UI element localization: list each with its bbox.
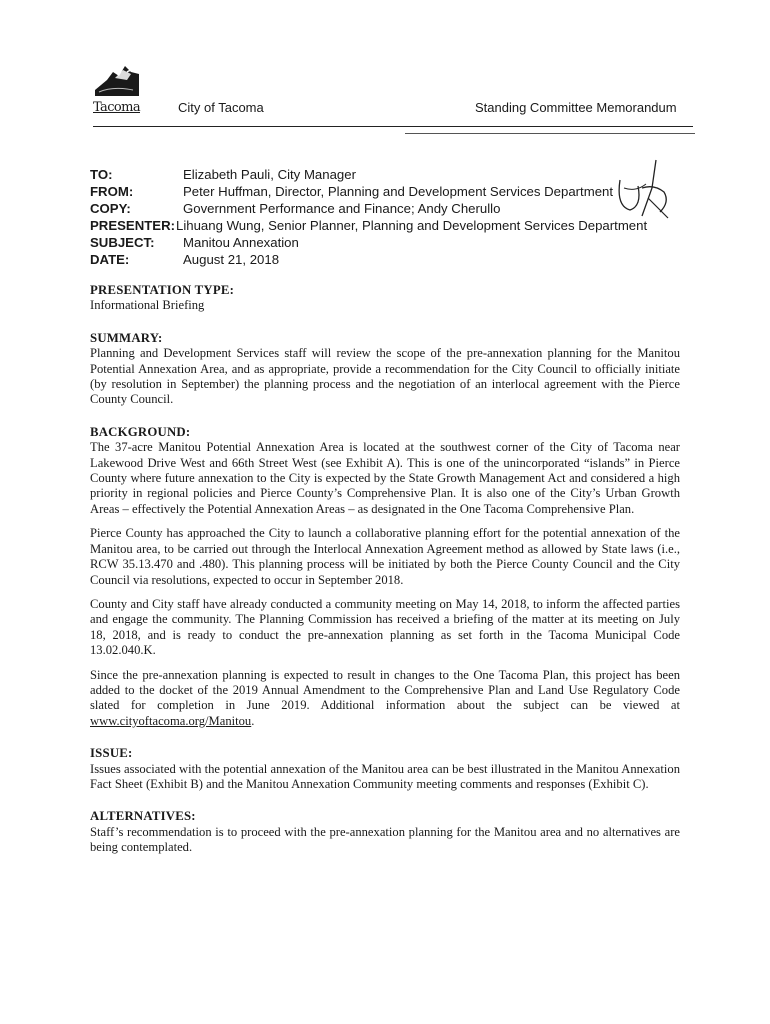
memo-date-row [90, 251, 730, 268]
to-value: Elizabeth Pauli, City Manager [183, 167, 356, 182]
background-paragraph-4-end: . [251, 713, 255, 728]
copy-label: COPY: [90, 201, 131, 216]
header-city: City of Tacoma [178, 100, 264, 115]
summary-heading: SUMMARY: [90, 330, 163, 345]
presentation-type-text: Informational Briefing [90, 298, 205, 313]
summary-text: Planning and Development Services staff will review the scope of the pre-annexation planning for the Manitou Potential Annexation Area, and as appropriate, provide a recommendation for the City Council to officially initiate (by resolution in September) the planning process and the negotiation of an interlocal agreement with the Pierce County Council. [90, 346, 680, 407]
background-heading: BACKGROUND: [90, 424, 191, 439]
logo-wordmark: Tacoma [93, 100, 140, 115]
date-value: August 21, 2018 [183, 252, 280, 267]
background-paragraph-2: Pierce County has approached the City to launch a collaborative planning effort for the potential annexation of the Manitou area, to be carried out through the Interlocal Annexation Agreement method as allowed by State laws (i.e., RCW 35.13.470 and .480). This planning process will be initiated by both the Pierce County Council and the City Council via resolutions, expected to occur in September 2018. [90, 526, 680, 587]
date-label: DATE: [90, 252, 130, 267]
memo-body [90, 283, 680, 856]
header-divider [93, 126, 693, 127]
presenter-label: PRESENTER: [90, 218, 175, 233]
copy-value: Government Performance and Finance; Andy Cherullo [183, 201, 501, 216]
issue-heading: ISSUE: [90, 746, 133, 761]
presentation-type-heading: PRESENTATION TYPE: [90, 283, 235, 297]
signature-initials-icon [612, 158, 672, 220]
alternatives-text: Staff’s recommendation is to proceed with the pre-annexation planning for the Manitou area and no alternatives are being contemplated. [90, 824, 680, 855]
subject-value: Manitou Annexation [183, 235, 299, 250]
background-paragraph-4 [90, 668, 680, 730]
background-paragraph-3: County and City staff have already conducted a community meeting on May 14, 2018, to inform the affected parties and engage the community. The Planning Commission has received a briefing of the matter at its meeting on July 18, 2018, and is ready to conduct the pre-annexation planning as set forth in the Tacoma Municipal Code 13.02.040.K. [90, 596, 680, 658]
to-label: TO: [90, 167, 113, 182]
from-label: FROM: [90, 184, 134, 199]
background-paragraph-1: The 37-acre Manitou Potential Annexation Area is located at the southwest corner of the City of Tacoma near Lakewood Drive West and 66th Street West (see Exhibit A). This is one of the unincorporated “islands” in Pierce County where future annexation to the City is expected by the State Growth Management Act and considered a high priority in regional policies and Pierce County’s Comprehensive Plan. It is also one of the City’s Urban Growth Areas – effectively the Potential Annexation Areas – as designated in the One Tacoma Comprehensive Plan. [90, 440, 680, 516]
subject-label: SUBJECT: [90, 235, 155, 250]
presenter-value: Lihuang Wung, Senior Planner, Planning and Development Services Department [176, 218, 648, 233]
background-paragraph-4-text: Since the pre-annexation planning is expected to result in changes to the One Tacoma Plan, this project has been added to the docket of the 2019 Annual Amendment to the Comprehensive Plan and Land Use Regulatory Code slated for completion in June 2019. Additional information about the subject can be viewed at [90, 667, 680, 713]
from-value: Peter Huffman, Director, Planning and Development Services Department [183, 184, 614, 199]
header-divider-lower [405, 133, 695, 134]
header-doc-type: Standing Committee Memorandum [475, 100, 677, 115]
alternatives-heading: ALTERNATIVES: [90, 809, 196, 824]
manitou-link[interactable]: www.cityoftacoma.org/Manitou [90, 713, 252, 728]
memo-subject-row [90, 234, 730, 251]
issue-text: Issues associated with the potential annexation of the Manitou area can be best illustrated in the Manitou Annexation Fact Sheet (Exhibit B) and the Manitou Annexation Community meeting comments and responses (Exhibit C). [90, 761, 680, 791]
